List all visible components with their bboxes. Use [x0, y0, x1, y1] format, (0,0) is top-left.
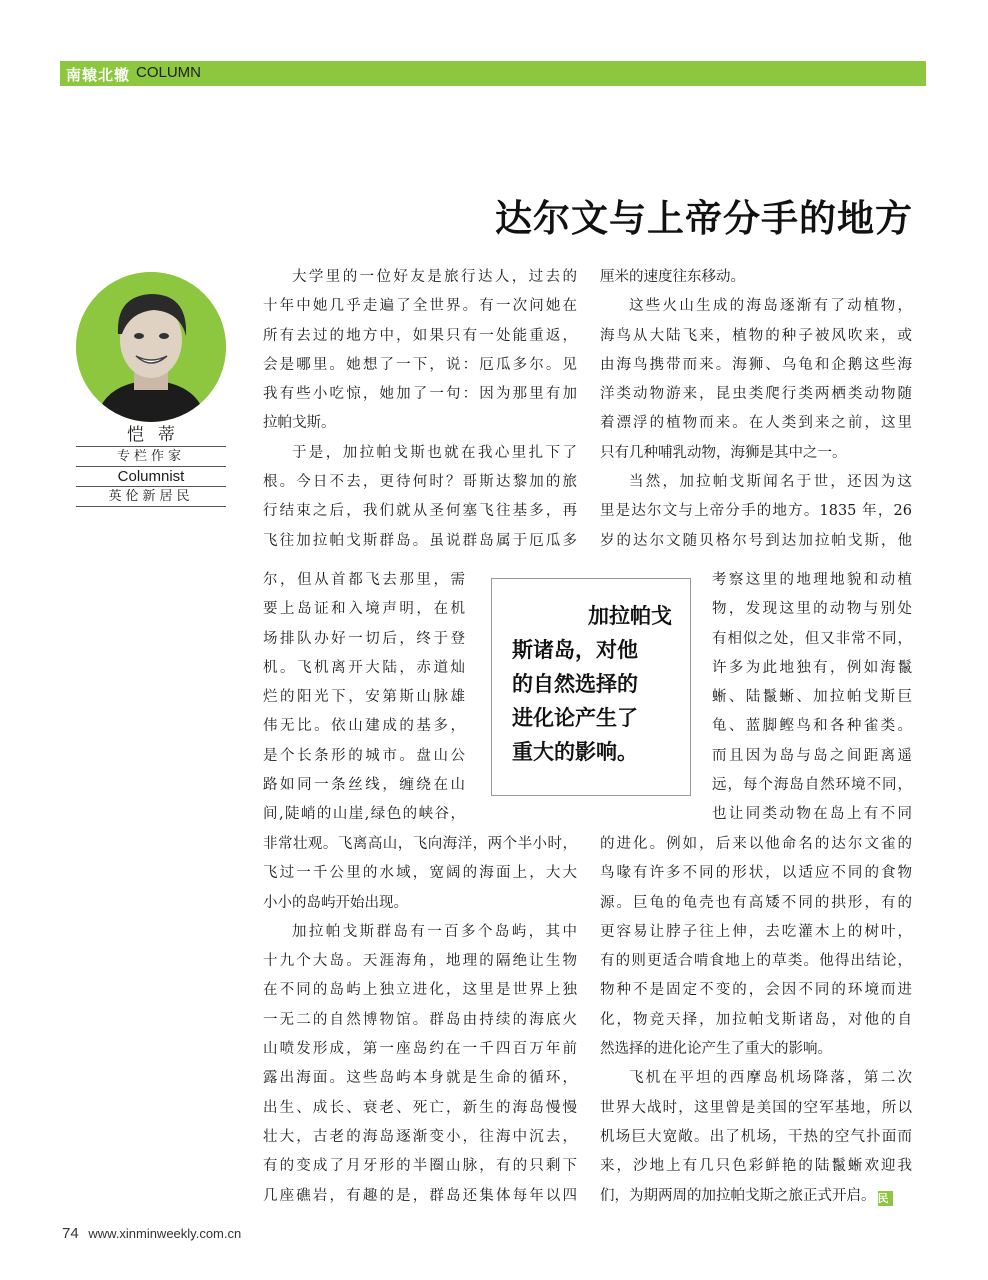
author-role: 专栏作家 [76, 446, 226, 466]
column-header-bar [60, 61, 926, 86]
text-line: 机。飞机离开大陆，赤道灿 [263, 659, 465, 676]
text-line: 十九个大岛。天涯海角，地理的隔绝让生物 [263, 953, 577, 970]
text-line: 几座礁岩，有趣的是，群岛还集体每年以四 [263, 1187, 577, 1204]
author-location: 英伦新居民 [76, 486, 226, 506]
text-line: 飞往加拉帕戈斯群岛。虽说群岛属于厄瓜多 [263, 532, 577, 549]
pull-quote [512, 599, 672, 769]
text-line: 世界大战时，这里曾是美国的空军基地，所以 [600, 1099, 912, 1116]
text-line: 里是达尔文与上帝分手的地方。1835 年，26 [600, 503, 912, 520]
text-line: 有相似之处，但又非常不同， [712, 630, 912, 647]
text-line: 拉帕戈斯。 [263, 415, 336, 432]
text-line: 所有去过的地方中，如果只有一处能重返， [263, 327, 577, 344]
text-line: 烂的阳光下，安第斯山脉雄 [263, 689, 465, 706]
text-line: 我有些小吃惊，她加了一句：因为那里有加 [263, 386, 577, 403]
text-line: 许多为此地独有，例如海鬣 [712, 659, 912, 676]
column-2-top [600, 263, 912, 556]
pull-quote-line: 加拉帕戈 [588, 604, 672, 628]
text-line: 然选择的进化论产生了重大的影响。 [600, 1041, 832, 1058]
text-line: 间,陡峭的山崖,绿色的峡谷， [263, 806, 465, 823]
text-line: 飞机在平坦的西摩岛机场降落，第二次 [629, 1070, 912, 1087]
pull-quote-line: 斯诸岛，对他 [512, 638, 638, 662]
text-line: 有的则更适合啃食地上的草类。他得出结论， [600, 953, 912, 970]
text-line: 岁的达尔文随贝格尔号到达加拉帕戈斯，他 [600, 532, 912, 549]
text-line: 会是哪里。她想了一下，说：厄瓜多尔。见 [263, 356, 577, 373]
text-line: 鸟喙有许多不同的形状，以适应不同的食物 [600, 865, 912, 882]
text-line: 出生、成长、衰老、死亡，新生的海岛慢慢 [263, 1099, 577, 1116]
text-line: 更容易让脖子往上伸，去吃灌木上的树叶， [600, 923, 912, 940]
text-line: 化，物竞天择，加拉帕戈斯诸岛，对他的自 [600, 1011, 912, 1028]
column-2-wrap [712, 566, 912, 830]
text-line: 这些火山生成的海岛逐渐有了动植物， [629, 298, 912, 315]
text-line: 着漂浮的植物而来。在人类到来之前，这里 [600, 415, 912, 432]
text-line: 而且因为岛与岛之间距离遥 [712, 747, 912, 764]
text-line: 考察这里的地理地貌和动植 [712, 572, 912, 588]
text-line: 小小的岛屿开始出现。 [263, 894, 408, 911]
text-line: 伟无比。依山建成的基多， [263, 718, 465, 735]
pull-quote-line: 重大的影响。 [512, 740, 638, 764]
text-line: 路如同一条丝线，缠绕在山 [263, 777, 465, 794]
text-line: 加拉帕戈斯群岛有一百多个岛屿，其中 [292, 923, 577, 940]
end-mark-icon: 民 [878, 1191, 893, 1206]
article-title: 达尔文与上帝分手的地方 [495, 196, 913, 240]
text-line: 行结束之后，我们就从圣何塞飞往基多，再 [263, 503, 577, 520]
text-line: 来，沙地上有几只色彩鲜艳的陆鬣蜥欢迎我 [600, 1158, 912, 1175]
text-line: 远，每个海岛自然环境不同， [712, 777, 912, 794]
text-line: 于是，加拉帕戈斯也就在我心里扎下了 [292, 444, 577, 461]
text-line: 机场巨大宽敞。出了机场，干热的空气扑面而 [600, 1128, 912, 1145]
author-name: 恺蒂 [127, 425, 189, 445]
text-line: 要上岛证和入境声明，在机 [263, 601, 465, 618]
text-line: 根。今日不去，更待何时？哥斯达黎加的旅 [263, 474, 577, 491]
author-block [76, 424, 226, 507]
text-line: 十年中她几乎走遍了全世界。有一次问她在 [263, 298, 577, 315]
text-line: 有的变成了月牙形的半圈山脉，有的只剩下 [263, 1158, 577, 1175]
text-line: 山喷发形成，第一座岛约在一千四百万年前 [263, 1041, 577, 1058]
page-number: 74 [62, 1225, 79, 1242]
pull-quote-line: 进化论产生了 [512, 706, 638, 730]
text-line: 场排队办好一切后，终于登 [263, 630, 465, 647]
pull-quote-line: 的自然选择的 [512, 672, 638, 696]
text-line: 飞过一千公里的水域，宽阔的海面上，大大 [263, 865, 577, 882]
section-name: 南辕北辙 [66, 66, 131, 84]
text-line: 洋类动物游来，昆虫类爬行类两栖类动物随 [600, 386, 912, 403]
text-line: 也让同类动物在岛上有不同 [712, 806, 912, 823]
text-line: 是个长条形的城市。盘山公 [263, 747, 465, 764]
column-1-bottom [263, 830, 577, 1211]
author-divider [76, 506, 226, 507]
text-line: 蜥、陆鬣蜥、加拉帕戈斯巨 [712, 689, 912, 706]
text-line: 海鸟从大陆飞来，植物的种子被风吹来，或 [600, 327, 912, 344]
text-line: 只有几种哺乳动物，海狮是其中之一。 [600, 444, 847, 461]
text-line: 源。巨龟的龟壳也有高矮不同的拱形，有的 [600, 894, 912, 911]
author-role-en: Columnist [76, 466, 226, 486]
text-line: 大学里的一位好友是旅行达人，过去的 [292, 269, 577, 285]
text-line: 在不同的岛屿上独立进化，这里是世界上独 [263, 982, 577, 999]
site-url: www.xinminweekly.com.cn [88, 1226, 242, 1241]
text-line: 由海鸟携带而来。海狮、乌龟和企鹅这些海 [600, 356, 912, 373]
text-line: 的进化。例如，后来以他命名的达尔文雀的 [600, 836, 912, 852]
portrait-illustration [76, 272, 226, 422]
text-line: 壮大，古老的海岛逐渐变小，往海中沉去， [263, 1128, 577, 1145]
column-1-top [263, 263, 577, 556]
text-line: 物，发现这里的动物与别处 [712, 601, 912, 618]
text-line: 尔，但从首都飞去那里，需 [263, 572, 465, 588]
author-avatar [76, 272, 226, 422]
page-footer [62, 1225, 241, 1242]
text-line: 厘米的速度往东移动。 [600, 269, 745, 285]
text-line: 非常壮观。飞离高山，飞向海洋，两个半小时， [263, 836, 577, 852]
text-line: 一无二的自然博物馆。群岛由持续的海底火 [263, 1011, 577, 1028]
column-label: COLUMN [136, 64, 202, 81]
text-line: 当然，加拉帕戈斯闻名于世，还因为这 [629, 474, 912, 491]
text-line: 们，为期两周的加拉帕戈斯之旅正式开启。 民 [600, 1182, 912, 1211]
pull-quote-box [491, 578, 691, 796]
column-2-bottom [600, 830, 912, 1211]
text-line: 物种不是固定不变的，会因不同的环境而进 [600, 982, 912, 999]
column-1-wrap [263, 566, 465, 830]
text-line: 露出海面。这些岛屿本身就是生命的循环， [263, 1070, 577, 1087]
text-line: 龟、蓝脚鲣鸟和各种雀类。 [712, 718, 912, 735]
